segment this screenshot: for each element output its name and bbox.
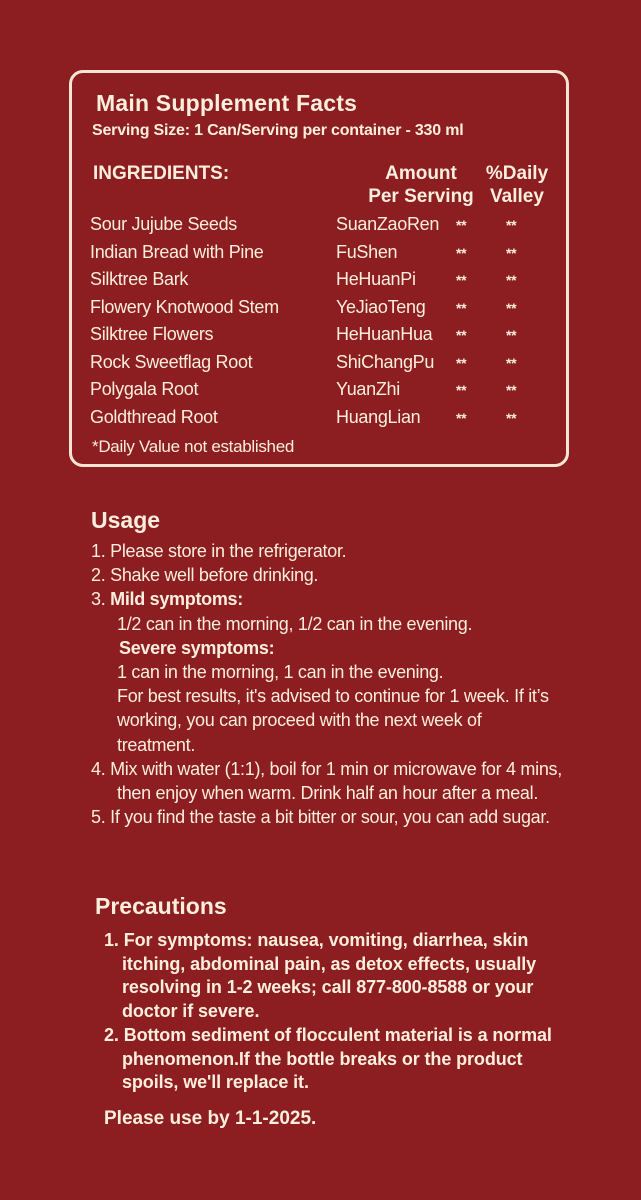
ingredient-amount: **: [456, 217, 467, 233]
ingredient-row: [90, 352, 560, 380]
ingredient-daily-value: **: [506, 354, 517, 371]
mild-symptoms-dosage: 1/2 can in the morning, 1/2 can in the evening.: [117, 613, 473, 634]
ingredient-pinyin: YuanZhi: [336, 379, 400, 399]
ingredient-name: Indian Bread with Pine: [90, 241, 264, 262]
ingredient-amount: **: [456, 244, 467, 261]
ingredient-pinyin: SuanZaoRen: [336, 214, 440, 234]
use-by-date: Please use by 1-1-2025.: [104, 1108, 317, 1129]
usage-step-3-number: 3.: [91, 589, 111, 610]
ingredient-pinyin: HeHuanPi: [336, 269, 416, 289]
best-results-note: For best results, it's advised to continue for 1 week. If it’s working, you can proceed with the next week of treatment.: [117, 686, 549, 755]
amount-header-line2: Per Serving: [368, 186, 474, 207]
ingredient-row: [90, 214, 560, 242]
ingredient-amount: **: [456, 327, 467, 343]
ingredient-name: Rock Sweetflag Root: [90, 351, 253, 372]
ingredient-pinyin: FuShen: [336, 241, 398, 262]
ingredient-row: [90, 324, 560, 352]
usage-heading: Usage: [91, 507, 161, 533]
usage-step-2: 2. Shake well before drinking.: [91, 565, 319, 586]
daily-value-header: [480, 162, 554, 208]
serving-size: Serving Size: 1 Can/Serving per container - 330 ml: [92, 122, 464, 139]
ingredient-amount: **: [456, 354, 467, 371]
ingredient-pinyin: ShiChangPu: [336, 351, 435, 372]
ingredient-daily-value: **: [506, 217, 517, 233]
ingredient-row: [90, 269, 560, 297]
ingredient-pinyin: YeJiaoTeng: [336, 296, 426, 317]
ingredient-amount: **: [456, 382, 467, 398]
usage-step-1: 1. Please store in the refrigerator.: [91, 541, 347, 561]
ingredients-header: INGREDIENTS:: [93, 163, 230, 184]
amount-header: [360, 162, 482, 208]
ingredient-daily-value: **: [506, 327, 517, 343]
ingredient-name: Silktree Flowers: [90, 324, 214, 344]
ingredient-name: Polygala Root: [90, 379, 199, 399]
ingredient-row: [90, 407, 560, 435]
amount-header-line1: Amount: [385, 163, 457, 184]
daily-value-header-line2: Valley: [490, 186, 544, 207]
daily-value-note: *Daily Value not established: [92, 437, 295, 456]
ingredient-row: [90, 379, 560, 407]
ingredient-name: Sour Jujube Seeds: [90, 214, 238, 234]
ingredient-name: Goldthread Root: [90, 406, 218, 427]
severe-symptoms-dosage: 1 can in the morning, 1 can in the evening.: [117, 662, 444, 683]
ingredient-daily-value: **: [506, 409, 517, 426]
ingredient-row: [90, 242, 560, 270]
ingredient-amount: **: [456, 409, 467, 426]
ingredient-daily-value: **: [506, 299, 517, 316]
ingredient-name: Silktree Bark: [90, 269, 189, 289]
facts-title: Main Supplement Facts: [96, 90, 358, 116]
ingredient-daily-value: **: [506, 382, 517, 398]
precautions-heading: Precautions: [95, 893, 227, 919]
usage-step-3: [91, 587, 591, 611]
ingredient-name: Flowery Knotwood Stem: [90, 296, 279, 317]
precautions-list: [104, 929, 574, 1095]
supplement-facts-panel: [69, 70, 569, 467]
ingredient-list: [90, 214, 560, 434]
severe-symptoms-label-text: Severe symptoms:: [119, 637, 275, 658]
ingredient-pinyin: HeHuanHua: [336, 324, 433, 344]
usage-instructions: [91, 539, 591, 829]
daily-value-header-line1: %Daily: [485, 163, 549, 184]
ingredient-daily-value: **: [506, 244, 517, 261]
usage-step-4: 4. Mix with water (1:1), boil for 1 min or microwave for 4 mins, then enjoy when warm. Drink half an hour after a meal.: [91, 758, 562, 804]
ingredient-amount: **: [456, 272, 467, 288]
precaution-2: 2. Bottom sediment of flocculent material is a normal phenomenon.If the bottle breaks or the product spoils, we'll replace it.: [104, 1024, 552, 1093]
usage-step-5: 5. If you find the taste a bit bitter or sour, you can add sugar.: [91, 807, 550, 828]
ingredient-daily-value: **: [506, 272, 517, 288]
mild-symptoms-label: Mild symptoms:: [110, 589, 243, 610]
severe-symptoms-label: [91, 636, 591, 660]
precaution-1: 1. For symptoms: nausea, vomiting, diarrhea, skin itching, abdominal pain, as detox effects, usually resolving in 1-2 weeks; call 877-800-8588 or your doctor if severe.: [104, 930, 537, 1022]
ingredient-pinyin: HuangLian: [336, 406, 421, 427]
ingredient-amount: **: [456, 299, 467, 316]
ingredient-row: [90, 297, 560, 325]
